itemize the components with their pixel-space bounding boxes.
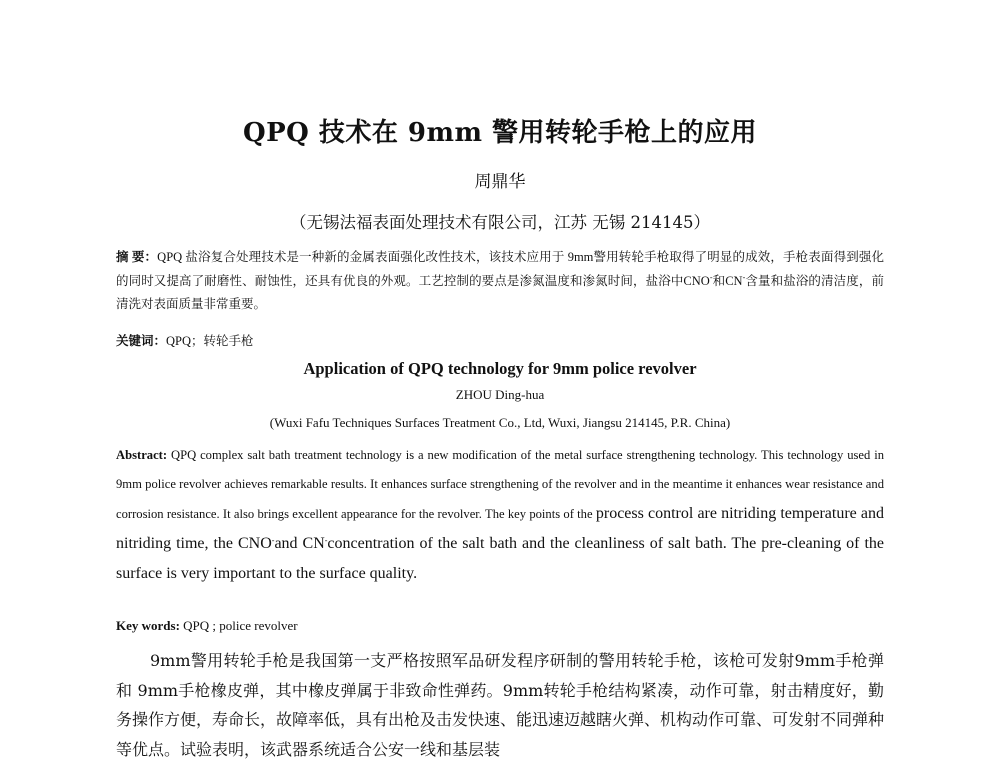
superscript: - [709,272,713,282]
superscript: - [271,535,275,545]
superscript: - [742,272,746,282]
affiliation-en: (Wuxi Fafu Techniques Surfaces Treatment Co., Ltd, Wuxi, Jiangsu 214145, P.R. China) [269,415,731,430]
keywords-cn-label: 关键词： [116,334,167,348]
abstract-en-part2: process control are nitriding temperature and nitriding time, the CNO [116,505,884,552]
author-en: ZHOU Ding-hua [455,387,545,402]
affiliation-cn: （无锡法福表面处理技术有限公司，江苏 无锡 214145） [290,213,710,232]
abstract-en-part1: QPQ complex salt bath treatment technology is a new modification of the metal surface strengthening technology. This technology used in 9mm police revolver achieves remarkable results. It enhances surface strengthening of the revolver and in the meantime it enhances wear resistance and corrosion resistance. It also brings excellent appearance for the revolver. The key points of the [116,448,884,521]
abstract-cn-label: 摘 要： [116,250,158,264]
abstract-cn-text: QPQ 盐浴复合处理技术是一种新的金属表面强化改性技术，该技术应用于 9mm警用转轮手枪取得了明显的成效，手枪表面得到强化的同时又提高了耐磨性、耐蚀性，还具有优良的外观。工艺控制的要点是渗氮温度和渗氮时间，盐浴中CNO [116,250,884,288]
body-paragraph: 9mm警用转轮手枪是我国第一支严格按照军品研发程序研制的警用转轮手枪，该枪可发射9mm手枪弹和 9mm手枪橡皮弹，其中橡皮弹属于非致命性弹药。9mm转轮手枪结构紧凑，动作可靠，射击精度好，勤务操作方便，寿命长，故障率低，具有出枪及击发快速、能迅速迈越瞎火弹、机构动作可靠、可发射不同弹种等优点。试验表明，该武器系统适合公安一线和基层装 [116,651,885,759]
abstract-en-label: Abstract: [116,448,168,462]
keywords-en-text: QPQ ; police revolver [179,618,298,633]
superscript: - [324,535,328,545]
paper-title-en: Application of QPQ technology for 9mm police revolver [303,359,697,378]
abstract-cn-text-2: 和CN [712,273,743,288]
keywords-en-label: Key words: [116,618,180,633]
abstract-en-part3: and CN [274,535,325,552]
paper-title-cn: QPQ 技术在 9mm 警用转轮手枪上的应用 [242,118,758,148]
keywords-en [116,614,884,637]
author-cn: 周鼎华 [474,172,526,192]
abstract-en [116,441,884,589]
abstract-cn-text-3: 含量和盐浴的清洁度，前清洗对表面质量非常重要。 [116,273,884,311]
keywords-cn-text: QPQ；转轮手枪 [166,334,254,348]
abstract-en-part4: concentration of the salt bath and the cleanliness of salt bath. The pre-cleaning of the surface is very important to the surface quality. [116,535,885,582]
abstract-cn [116,246,884,317]
keywords-cn [116,330,884,353]
